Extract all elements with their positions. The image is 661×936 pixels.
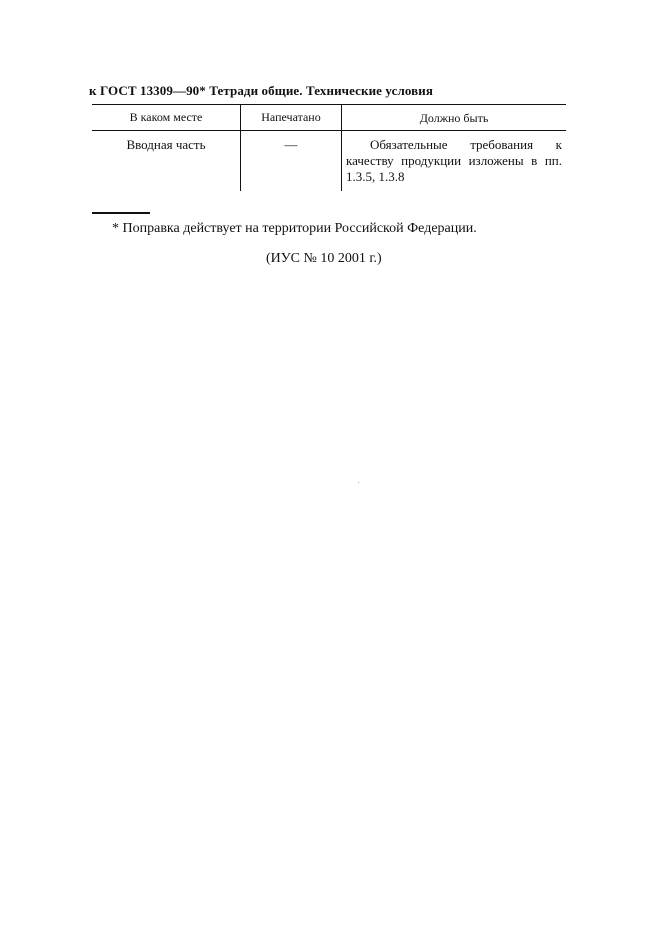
amendment-table (92, 104, 566, 191)
header-printed: Напечатано (241, 105, 342, 131)
table-header-row (92, 105, 566, 131)
scan-speck (358, 482, 359, 483)
cell-should-be-text: Обязательные требования к качеству продукции изложены в пп. 1.3.5, 1.3.8 (346, 137, 562, 184)
document-title: к ГОСТ 13309—90* Тетради общие. Технические условия (89, 83, 433, 98)
source-reference: (ИУС № 10 2001 г.) (266, 251, 382, 266)
header-place: В каком месте (92, 105, 241, 131)
footnote-divider (92, 212, 150, 214)
footnote-text: * Поправка действует на территории Российской Федерации. (112, 221, 477, 236)
cell-printed: — (241, 131, 342, 192)
cell-should-be (342, 131, 567, 192)
header-should-be: Должно быть (342, 105, 567, 131)
cell-place: Вводная часть (92, 131, 241, 192)
table-row (92, 131, 566, 192)
